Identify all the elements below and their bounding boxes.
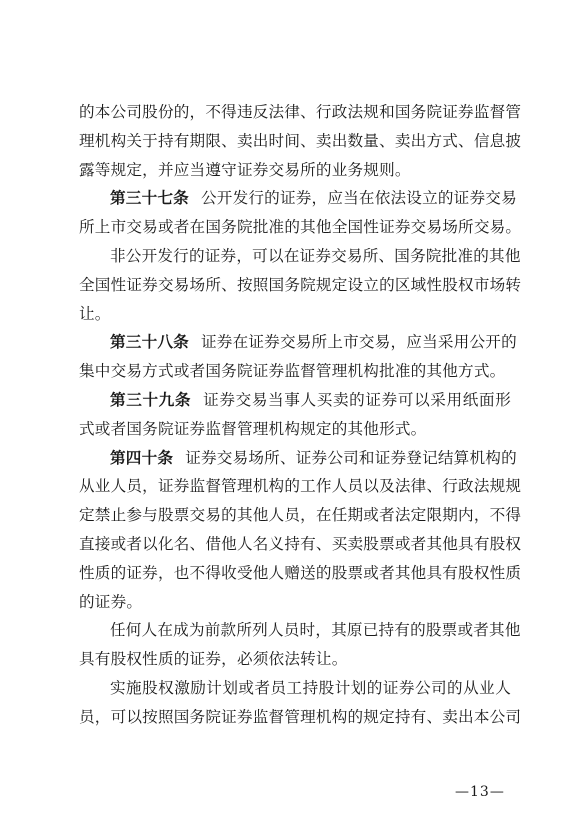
body-text [79,98,522,732]
text-line: 的证券。 [79,592,143,611]
text-line: 所上市交易或者在国务院批准的其他全国性证券交易场所交易。 [79,218,522,237]
text-line: 直接或者以化名、借他人名义持有、买卖股票或者其他具有股权 [79,534,522,553]
article-38-heading: 第三十八条 [110,333,189,352]
text-line: 集中交易方式或者国务院证券监督管理机构批准的其他方式。 [79,362,506,381]
text-line: 定禁止参与股票交易的其他人员，在任期或者法定限期内，不得 [79,506,522,525]
article-39-line [79,386,511,415]
text-span: 证券在证券交易所上市交易，应当采用公开的 [200,333,517,352]
article-37-line [79,184,517,213]
article-38-line [79,328,517,357]
text-span: 证券交易当事人买卖的证券可以采用纸面形 [203,390,511,409]
text-span: 证券交易场所、证券公司和证券登记结算机构的 [185,448,517,467]
text-line: 的本公司股份的，不得违反法律、行政法规和国务院证券监督管 [79,103,522,121]
text-line: 理机构关于持有期限、卖出时间、卖出数量、卖出方式、信息披 [79,131,522,150]
text-line: 全国性证券交易场所、按照国务院规定设立的区域性股权市场转 [79,275,522,294]
text-span: 公开发行的证券，应当在依法设立的证券交易 [200,189,517,208]
text-line: 式或者国务院证券监督管理机构规定的其他形式。 [79,419,427,438]
text-line: 任何人在成为前款所列人员时，其原已持有的股票或者其他 [110,621,521,640]
text-line: 具有股权性质的证券，必须依法转让。 [79,650,348,669]
article-40-heading: 第四十条 [110,448,174,467]
article-37-heading: 第三十七条 [110,189,189,208]
page-number: —13— [455,784,505,800]
text-line: 实施股权激励计划或者员工持股计划的证券公司的从业人 [110,678,511,697]
article-39-heading: 第三十九条 [110,390,192,409]
text-line: 非公开发行的证券，可以在证券交易所、国务院批准的其他 [110,246,521,265]
text-line: 从业人员，证券监督管理机构的工作人员以及法律、行政法规规 [79,477,522,496]
article-40-line [79,444,517,473]
text-line: 露等规定，并应当遵守证券交易所的业务规则。 [79,160,411,179]
text-line: 性质的证券，也不得收受他人赠送的股票或者其他具有股权性质 [79,563,522,582]
text-line: 让。 [79,304,111,323]
text-line: 员，可以按照国务院证券监督管理机构的规定持有、卖出本公司 [79,707,522,726]
